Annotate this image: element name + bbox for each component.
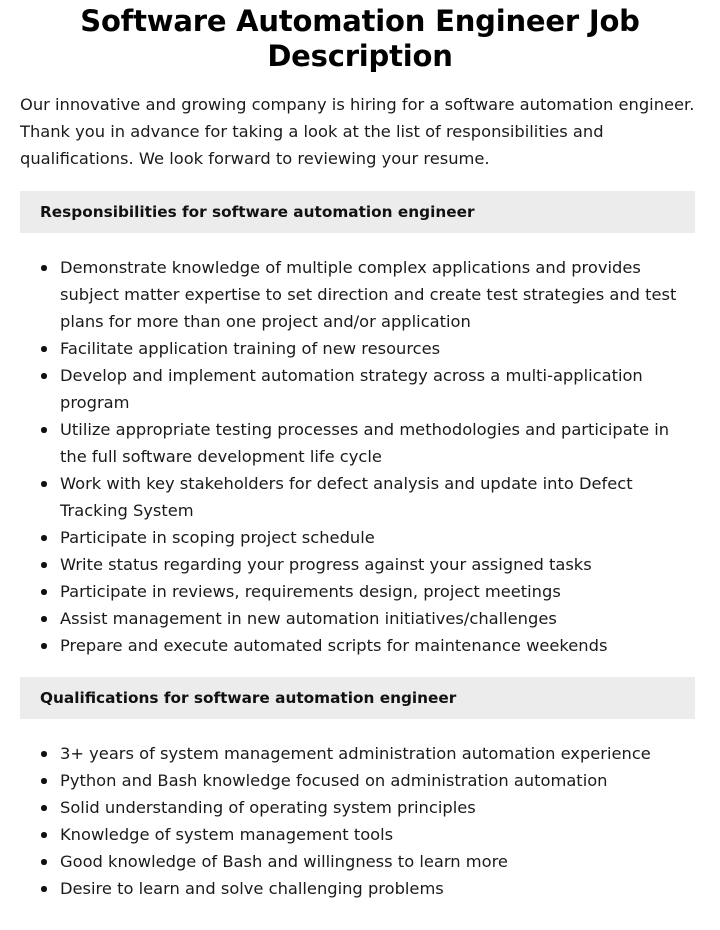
responsibility-item: Develop and implement automation strategy across a multi-application program xyxy=(20,362,700,416)
responsibility-item: Facilitate application training of new resources xyxy=(20,335,700,362)
qualifications-heading: Qualifications for software automation engineer xyxy=(20,677,695,719)
responsibilities-list xyxy=(20,254,700,659)
responsibilities-heading: Responsibilities for software automation engineer xyxy=(20,191,695,233)
qualification-item: 3+ years of system management administration automation experience xyxy=(20,740,700,767)
qualification-item: Python and Bash knowledge focused on administration automation xyxy=(20,767,700,794)
responsibility-item: Demonstrate knowledge of multiple complex applications and provides subject matter expertise to set direction and create test strategies and test plans for more than one project and/or application xyxy=(20,254,700,335)
qualification-item: Desire to learn and solve challenging problems xyxy=(20,875,700,902)
responsibility-item: Participate in reviews, requirements design, project meetings xyxy=(20,578,700,605)
responsibility-item: Write status regarding your progress against your assigned tasks xyxy=(20,551,700,578)
responsibility-item: Utilize appropriate testing processes and methodologies and participate in the full software development life cycle xyxy=(20,416,700,470)
responsibility-item: Participate in scoping project schedule xyxy=(20,524,700,551)
responsibility-item: Work with key stakeholders for defect analysis and update into Defect Tracking System xyxy=(20,470,700,524)
responsibility-item: Assist management in new automation initiatives/challenges xyxy=(20,605,700,632)
qualification-item: Good knowledge of Bash and willingness to learn more xyxy=(20,848,700,875)
qualification-item: Solid understanding of operating system principles xyxy=(20,794,700,821)
qualification-item: Knowledge of system management tools xyxy=(20,821,700,848)
page-title: Software Automation Engineer Job Description xyxy=(80,4,640,73)
intro-paragraph: Our innovative and growing company is hiring for a software automation engineer. Thank you in advance for taking a look at the list of responsibilities and qualifications. We look forward to reviewing your resume. xyxy=(20,95,695,168)
responsibility-item: Prepare and execute automated scripts for maintenance weekends xyxy=(20,632,700,659)
qualifications-list xyxy=(20,740,700,902)
